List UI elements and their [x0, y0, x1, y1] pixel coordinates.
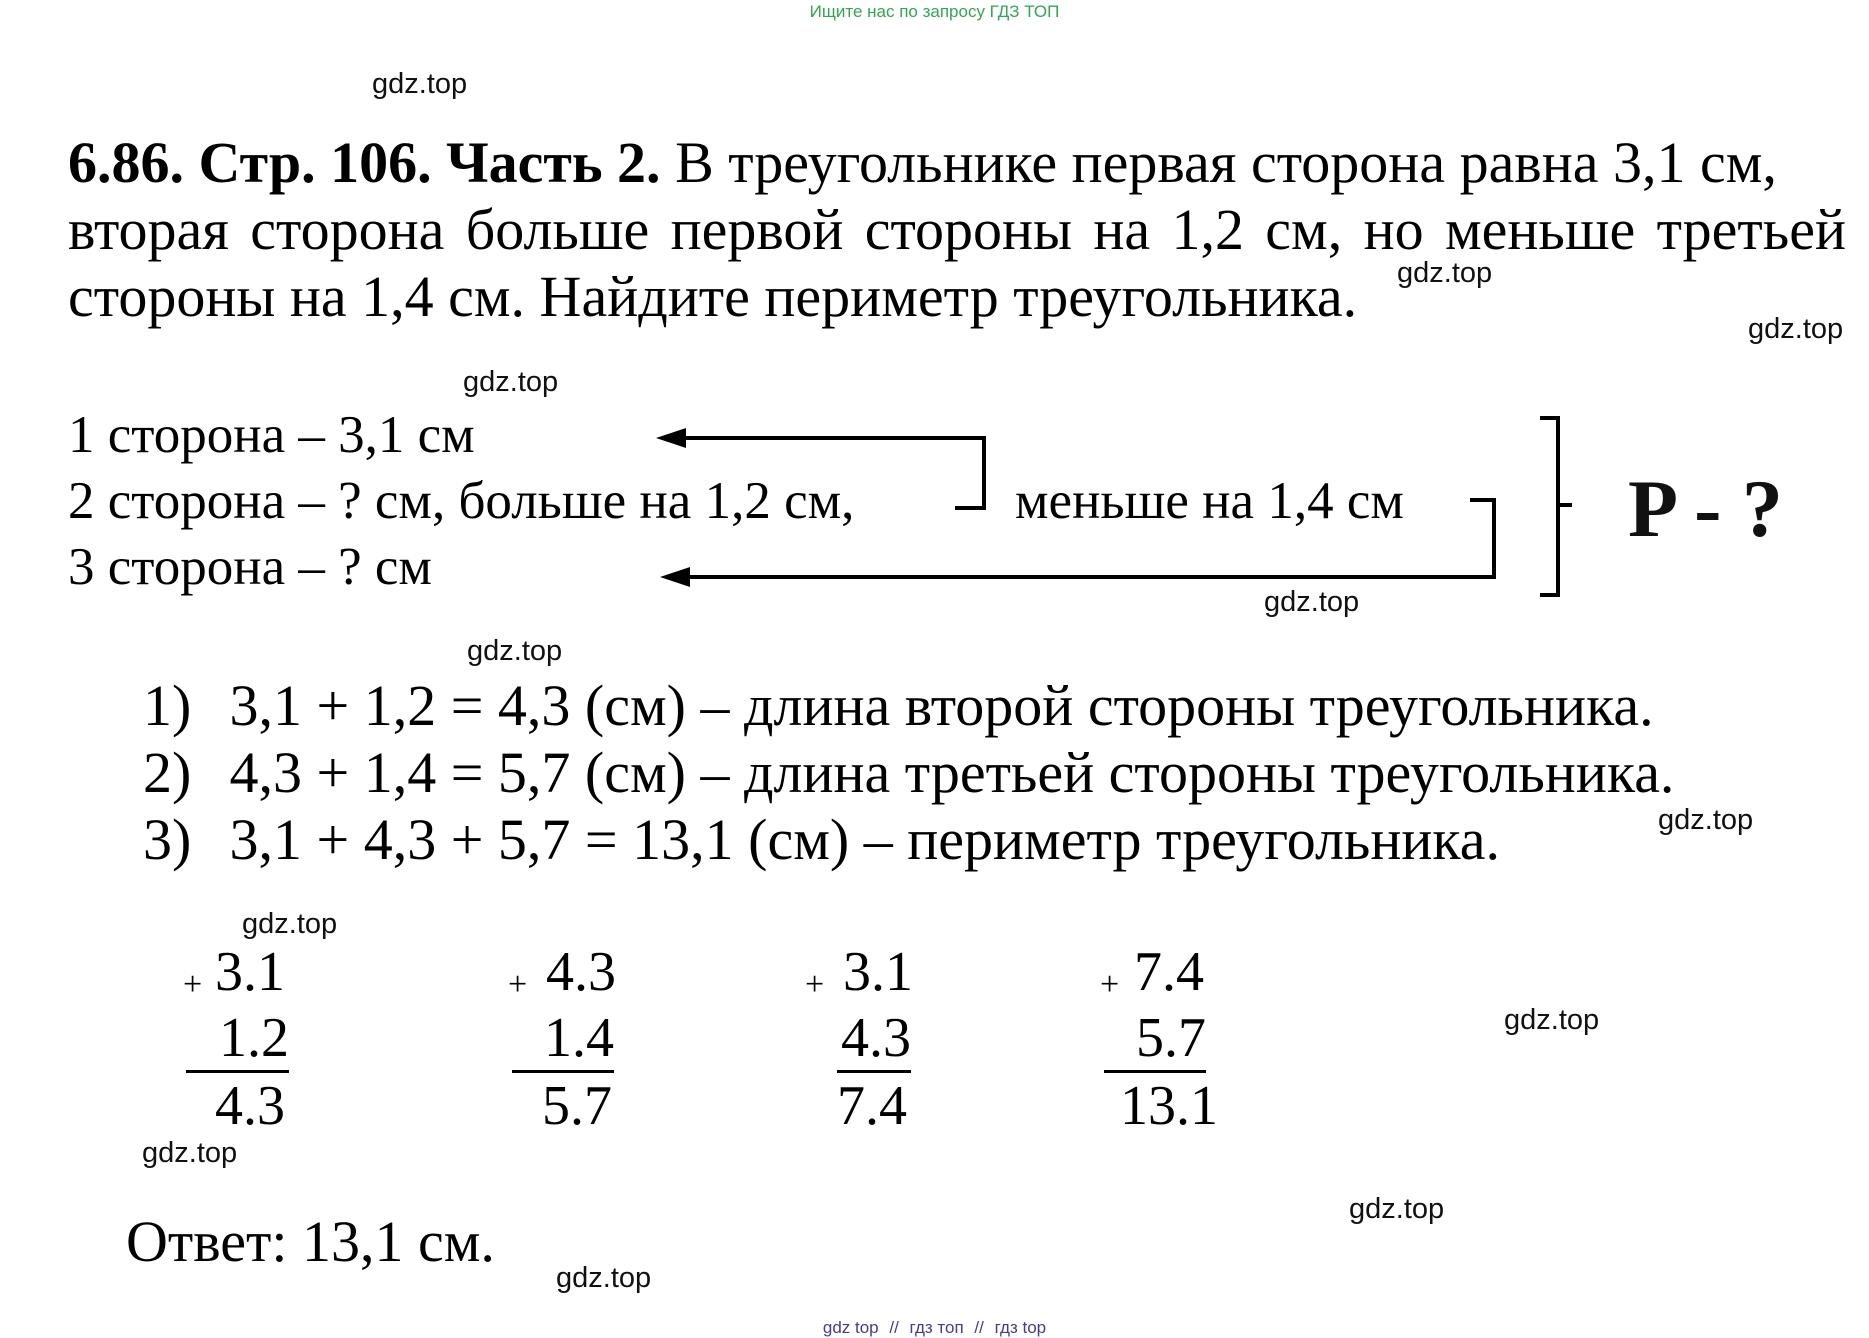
scheme-side-3: 3 сторона – ? см — [68, 538, 432, 596]
footer-link-1[interactable]: gdz top — [822, 1318, 879, 1337]
watermark: gdz.top — [142, 1137, 238, 1169]
column-2-b: 1.4 — [512, 1006, 614, 1073]
column-1-sum: 4.3 — [215, 1075, 285, 1137]
footer-link-3[interactable]: гдз top — [994, 1318, 1047, 1337]
problem-page: Стр. 106. — [198, 130, 432, 195]
step-2-text: 4,3 + 1,4 = 5,7 (см) – длина третьей стороны треугольника. — [229, 740, 1675, 805]
step-2 — [143, 740, 1674, 806]
arrow-line-upper — [672, 438, 984, 508]
watermark: gdz.top — [1748, 313, 1844, 345]
watermark: gdz.top — [372, 68, 468, 100]
watermark: gdz.top — [1658, 804, 1754, 836]
footer-links — [0, 1318, 1869, 1338]
watermark: gdz.top — [1264, 586, 1360, 618]
problem-number: 6.86. — [68, 130, 184, 195]
step-2-num: 2) — [143, 740, 192, 805]
plus-sign: + — [1100, 966, 1120, 1003]
step-1-num: 1) — [143, 673, 192, 738]
problem-line-3: стороны на 1,4 см. Найдите периметр треугольника. — [68, 264, 1358, 329]
column-1-b: 1.2 — [186, 1006, 289, 1073]
column-2-sum: 5.7 — [542, 1075, 612, 1137]
scheme-side-2-less: меньше на 1,4 см — [1015, 472, 1404, 530]
watermark: gdz.top — [467, 635, 563, 667]
footer-separator: // — [974, 1318, 984, 1337]
scheme-side-1: 1 сторона – 3,1 см — [68, 406, 475, 464]
plus-sign: + — [183, 966, 203, 1003]
scheme-side-2: 2 сторона – ? см, больше на 1,2 см, — [68, 472, 855, 530]
problem-text-1: В треугольнике первая сторона равна 3,1 см, — [675, 130, 1777, 195]
step-3 — [143, 807, 1500, 873]
arrow-line-lower — [676, 500, 1494, 577]
footer-separator: // — [889, 1318, 899, 1337]
perimeter-question: P - ? — [1628, 463, 1783, 554]
footer-link-2[interactable]: гдз топ — [909, 1318, 964, 1337]
arrowhead-upper — [656, 428, 686, 448]
step-1 — [143, 673, 1654, 739]
step-3-text: 3,1 + 4,3 + 5,7 = 13,1 (см) – периметр треугольника. — [229, 807, 1500, 872]
arrowhead-lower — [660, 567, 690, 587]
plus-sign: + — [508, 966, 528, 1003]
problem-part: Часть 2. — [446, 130, 661, 195]
column-4-sum: 13.1 — [1120, 1075, 1218, 1137]
column-3-sum: 7.4 — [837, 1075, 907, 1137]
watermark: gdz.top — [556, 1262, 652, 1294]
column-3-a: 3.1 — [843, 941, 913, 1003]
column-4-a: 7.4 — [1134, 941, 1204, 1003]
problem-line-2: вторая сторона больше первой стороны на 1,2 см, но меньше третьей — [68, 197, 1846, 262]
answer: Ответ: 13,1 см. — [126, 1209, 495, 1274]
plus-sign: + — [805, 966, 825, 1003]
watermark: gdz.top — [463, 366, 559, 398]
column-1-a: 3.1 — [215, 941, 285, 1003]
search-hint: Ищите нас по запросу ГДЗ ТОП — [809, 2, 1060, 21]
watermark: gdz.top — [1349, 1193, 1445, 1225]
column-4-b: 5.7 — [1104, 1006, 1206, 1073]
step-1-text: 3,1 + 1,2 = 4,3 (см) – длина второй стороны треугольника. — [229, 673, 1654, 738]
watermark: gdz.top — [1504, 1004, 1600, 1036]
column-3-b: 4.3 — [837, 1006, 911, 1073]
watermark: gdz.top — [1397, 257, 1493, 289]
watermark: gdz.top — [242, 908, 338, 940]
column-2-a: 4.3 — [546, 941, 616, 1003]
step-3-num: 3) — [143, 807, 192, 872]
right-brace — [1540, 418, 1572, 595]
